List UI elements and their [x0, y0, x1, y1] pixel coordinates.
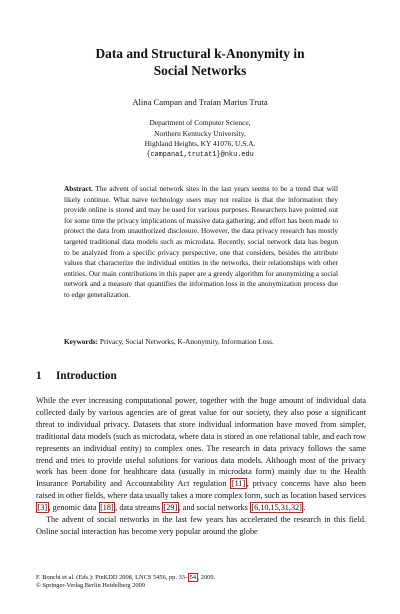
intro-paragraph-2: The advent of social networks in the last few years has accelerated the research in this field. Online social interaction has become very popular around the globe: [36, 515, 366, 536]
para1-text-f: .: [303, 503, 306, 513]
footer-citation-text: F. Bonchi et al. (Eds.): PinKDD 2008, LNCS 5456, pp. 33–: [36, 574, 189, 581]
para1-text-e: , and social networks: [178, 503, 250, 513]
affiliation-university: Northern Kentucky University,: [154, 128, 246, 138]
citation-group-link[interactable]: [6,10,15,31,32]: [251, 503, 302, 513]
footer-year: , 2009.: [197, 574, 216, 581]
footer-page-end-link[interactable]: 54: [189, 574, 197, 581]
section-number: 1: [36, 370, 42, 382]
keywords-text: Privacy, Social Networks, K-Anonymity, Information Loss.: [99, 337, 274, 346]
citation-18-link[interactable]: [18]: [100, 503, 114, 513]
title-line-1: Data and Structural k-Anonymity in: [95, 46, 305, 61]
footer-copyright: © Springer-Verlag Berlin Heidelberg 2009: [36, 582, 145, 590]
intro-paragraph-1: [36, 395, 366, 514]
para1-text-d: , data streams: [115, 503, 163, 513]
paper-title: [0, 45, 400, 79]
para1-text-a: While the ever increasing computational power, together with the huge amount of individual data collected daily by various agencies are of great value for our society, they also pose a significant threat to individual privacy. Datasets that store individual information have moved from simpler, traditional data models (such as microdata, where data is stored as one relational table, and each row represents an individual entity) to complex ones. The research in data privacy follows the same trend and tries to provide useful solutions for various data models. Although most of the privacy work has been done for healthcare data (usually in microdata form) mainly due to the Health Insurance Portability and Accountability Act regulation: [36, 396, 366, 489]
affiliation-dept: Department of Computer Science,: [149, 118, 251, 127]
citation-29-link[interactable]: [29]: [163, 503, 178, 513]
title-line-2: Social Networks: [153, 63, 247, 78]
author-names: Alina Campan and Traian Marius Truta: [132, 97, 268, 107]
abstract-label: Abstract.: [64, 184, 93, 193]
abstract-text: The advent of social network sites in the last years seems to be a trend that will likely continue. What naive technology users may not realize is that the information they provide online is stored and may be used for various purposes. Researchers have pointed out for some time the privacy implications of massive data gathering, and effort has been made to protect the data from unauthorized disclosure. However, the data privacy research has mostly targeted traditional data models such as microdata. Recently, social network data has begun to be analyzed from a specific privacy perspective, one that considers, besides the attribute values that characterize the individual entities in the networks, their relationships with other entities. Our main contributions in this paper are a greedy algorithm for anonymizing a social network and a measure that quantifies the information loss in the anonymization process due to edge generalization.: [64, 184, 338, 299]
abstract: [64, 184, 338, 301]
section-heading: [36, 370, 366, 382]
affiliation-email: {campana1,trutat1}@nku.edu: [146, 150, 254, 159]
affiliation-address: Highland Heights, KY 41076, U.S.A.: [144, 139, 256, 148]
affiliation-block: [0, 118, 400, 160]
keywords-label: Keywords:: [64, 337, 99, 346]
section-title: Introduction: [56, 370, 117, 382]
citation-3-link[interactable]: [3]: [37, 503, 48, 513]
introduction-body: [36, 395, 366, 538]
page-footer: [36, 574, 366, 591]
keywords: [64, 337, 338, 348]
para1-text-b: , privacy concerns have also been raised in other fields, where data usually takes a more complex form, such as location based services: [36, 479, 367, 501]
para1-text-c: , genomic data: [48, 503, 99, 513]
citation-11-link[interactable]: [11]: [231, 479, 246, 489]
footer-citation: [36, 574, 366, 582]
